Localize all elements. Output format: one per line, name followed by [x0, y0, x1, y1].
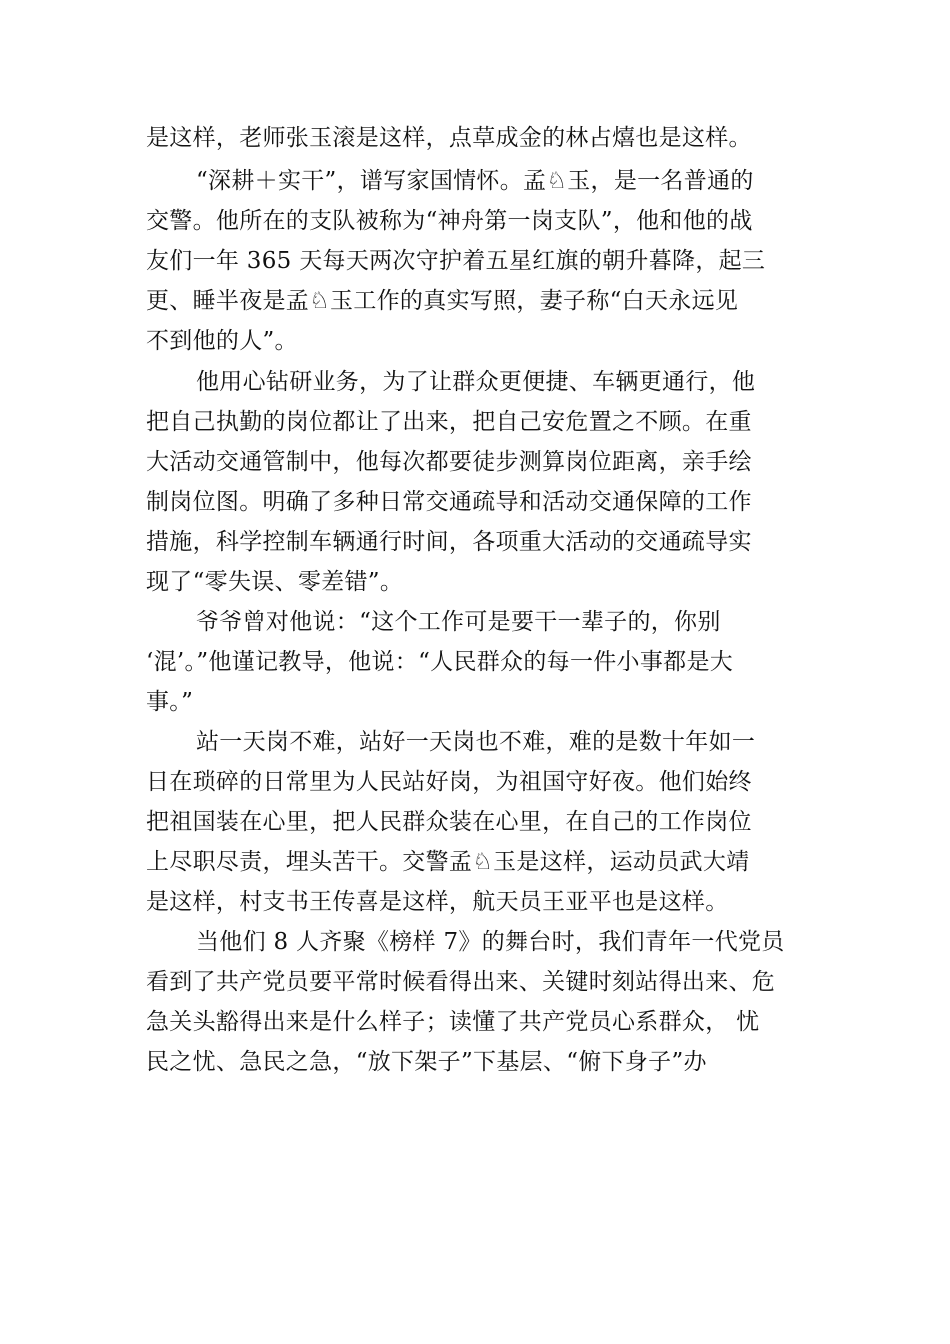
text-line: 是这样，老师张玉滚是这样，点草成金的林占熺也是这样。	[146, 125, 752, 151]
text-line: 友们一年 365 天每天两次守护着五星红旗的朝升暮降，起三	[146, 248, 766, 274]
text-line: ‘混’。”他谨记教导，他说：“人民群众的每一件小事都是大	[146, 649, 734, 675]
text-line: 大活动交通管制中，他每次都要徒步测算岗位距离，亲手绘	[146, 449, 752, 475]
text-line: 交警。他所在的支队被称为“神舟第一岗支队”，他和他的战	[146, 208, 753, 234]
text-line: 把祖国装在心里，把人民群众装在心里，在自己的工作岗位	[146, 809, 752, 835]
text-line: 制岗位图。明确了多种日常交通疏导和活动交通保障的工作	[146, 489, 752, 515]
text-line: 看到了共产党员要平常时候看得出来、关键时刻站得出来、危	[146, 969, 776, 995]
text-line: 事。”	[146, 689, 194, 715]
text-line: 民之忧、急民之急，“放下架子”下基层、“俯下身子”办	[146, 1049, 707, 1075]
paragraph-start-line: “深耕＋实干”，谱写家国情怀。孟♘玉，是一名普通的	[196, 168, 754, 194]
paragraph-start-line: 当他们 8 人齐聚《榜样 7》的舞台时，我们青年一代党员	[196, 929, 785, 955]
text-line: 不到他的人”。	[146, 328, 298, 354]
paragraph-start-line: 爷爷曾对他说：“这个工作可是要干一辈子的，你别	[196, 609, 721, 635]
text-line: 日在琐碎的日常里为人民站好岗，为祖国守好夜。他们始终	[146, 769, 752, 795]
text-line: 措施，科学控制车辆通行时间，各项重大活动的交通疏导实	[146, 529, 752, 555]
text-line: 是这样，村支书王传喜是这样，航天员王亚平也是这样。	[146, 889, 729, 915]
text-line: 更、睡半夜是孟♘玉工作的真实写照，妻子称“白天永远见	[146, 288, 739, 314]
paragraph-start-line: 站一天岗不难，站好一天岗也不难，难的是数十年如一	[196, 729, 756, 755]
text-line: 急关头豁得出来是什么样子；读懂了共产党员心系群众， 忧	[146, 1009, 760, 1035]
paragraph-start-line: 他用心钻研业务，为了让群众更便捷、车辆更通行，他	[196, 369, 756, 395]
text-line: 现了“零失误、零差错”。	[146, 569, 404, 595]
text-line: 上尽职尽责，埋头苦干。交警孟♘玉是这样，运动员武大靖	[146, 849, 750, 875]
text-line: 把自己执勤的岗位都让了出来，把自己安危置之不顾。在重	[146, 409, 752, 435]
